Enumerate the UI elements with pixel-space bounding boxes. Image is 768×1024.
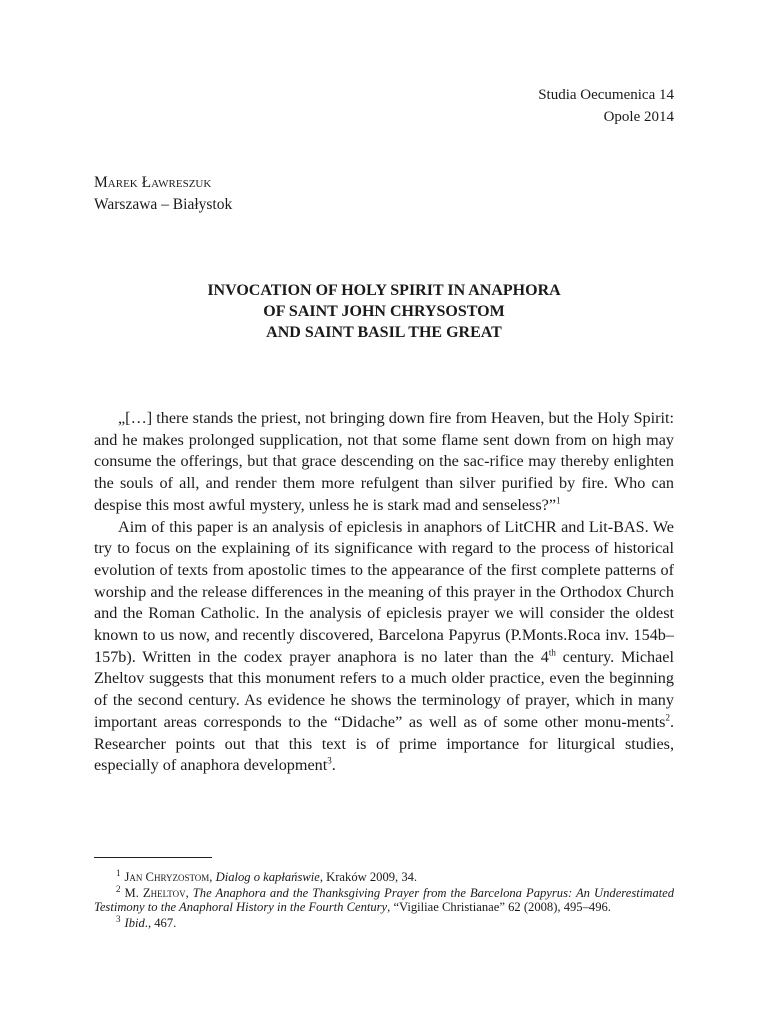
footnote-author: Jan Chryzostom [124,870,210,884]
author-name: Marek Ławreszuk [94,174,212,191]
aim-text-d: . [331,756,336,775]
footnote-3 [94,913,674,930]
footnote-number: 3 [116,913,121,924]
ordinal-suffix: th [548,647,556,658]
title-line-3: AND SAINT BASIL THE GREAT [266,324,502,341]
body-text [94,408,674,777]
footnote-1: $^1$ Jan Chryzostom, Dialog o kapłańswie, Kraków 2009, 34. [116,867,418,884]
aim-text-b: century. Michael Zheltov suggests that this monument refers to a much older practice, even the beginning of the second century. As evidence he shows the terminology of prayer, which in many important areas corresponds to the “Didache” as well as of some other monu-ments [94,647,674,731]
footnote-number: 2 [116,883,121,894]
footnote-title: The Anaphora and the Thanksgiving Prayer from the Barcelona Papyrus: An Underestimated Testimony to the Anaphoral History in the Fourth Century [94,886,674,914]
quote-text: „[…] there stands the priest, not bringing down fire from Heaven, but the Holy Spirit: and he makes prolonged supplication, not that some flame sent down from on high may consume the offerings, but that grace descending on the sac-rifice may thereby enlighten the souls of all, and render them more refulgent than silver purified by fire. Who can despise this most awful mystery, unless he is stark mad and senseless?” [94,409,674,514]
author-affiliation: Warszawa – Białystok [94,196,233,213]
footnote-rest: ., 467. [144,916,177,930]
footnote-title: Dialog o kapłańswie [215,870,320,884]
footnotes [94,867,674,932]
footnote-2: $^2$ M. Zheltov, The Anaphora and the Thanksgiving Prayer from the Barcelona Papyrus: An Underestimated Testimony to the Anaphoral History in the Fourth Century, “Vigiliae Christianae” 62 (2008), 495–496. [94,883,674,914]
footnote-title: Ibid [124,916,145,930]
footnote-ref-3: 3 [327,755,332,766]
journal-place-year: Opole 2014 [603,109,674,125]
paper-title [94,280,674,343]
footnote-divider [94,857,212,858]
journal-name: Studia Oecumenica 14 [538,87,674,103]
footnote-author: M. Zheltov [124,886,186,900]
journal-header [538,84,674,128]
aim-text-a: Aim of this paper is an analysis of epiclesis in anaphors of LitCHR and Lit-BAS. We try to focus on the explaining of its significance with regard to the process of historical evolution of texts from apostolic times to the appearance of the first complete patterns of worship and the release differences in the meaning of this prayer in the Orthodox Church and the Roman Catholic. In the analysis of epiclesis prayer we will consider the oldest known to us now, and recently discovered, Barcelona Papyrus (P.Monts.Roca inv. 154b–157b). Written in the codex prayer anaphora is no later than the 4 [94,517,674,666]
aim-text-c: . Researcher points out that this text is of prime importance for liturgical studies, especially of anaphora development [94,712,674,775]
footnote-rest: , “Vigiliae Christianae” 62 (2008), 495–496. [387,900,611,914]
paragraph-aim [94,517,674,777]
footnote-number: 1 [116,867,121,878]
footnote-ref-1: 1 [556,495,561,506]
title-line-2: OF SAINT JOHN CHRYSOSTOM [263,303,505,320]
paragraph-quote [94,408,674,517]
footnote-rest: , Kraków 2009, 34. [319,870,418,884]
footnote-ref-2: 2 [665,712,670,723]
author-block [94,172,232,216]
title-line-1: INVOCATION OF HOLY SPIRIT IN ANAPHORA [207,282,561,299]
